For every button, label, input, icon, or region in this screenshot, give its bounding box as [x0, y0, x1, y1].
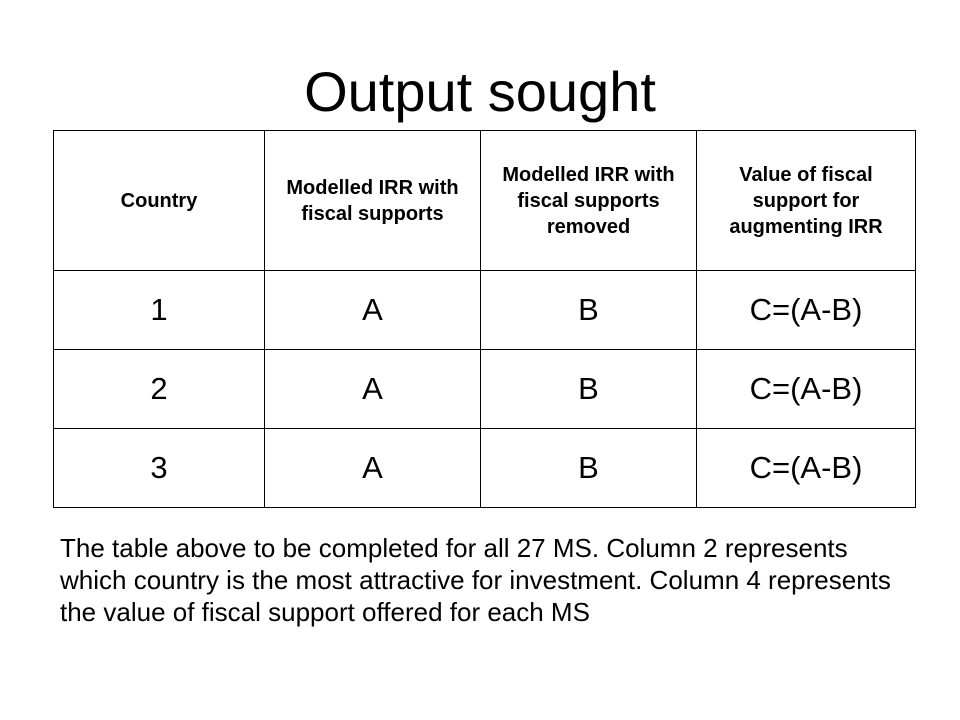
- table-row: [54, 429, 916, 508]
- cell-country: 1: [54, 271, 265, 350]
- cell-fiscal-support-value: C=(A-B): [697, 429, 916, 508]
- output-table: [53, 130, 916, 508]
- cell-irr-with-supports: A: [265, 429, 481, 508]
- cell-irr-with-supports: A: [265, 271, 481, 350]
- cell-irr-supports-removed: B: [481, 350, 697, 429]
- header-country: Country: [54, 131, 265, 271]
- header-irr-supports-removed: Modelled IRR with fiscal supports removed: [481, 131, 697, 271]
- cell-fiscal-support-value: C=(A-B): [697, 350, 916, 429]
- cell-country: 3: [54, 429, 265, 508]
- cell-irr-with-supports: A: [265, 350, 481, 429]
- cell-country: 2: [54, 350, 265, 429]
- cell-irr-supports-removed: B: [481, 429, 697, 508]
- cell-irr-supports-removed: B: [481, 271, 697, 350]
- footnote-text: The table above to be completed for all 27 MS. Column 2 represents which country is the most attractive for investment. Column 4 represents the value of fiscal support offered for each MS: [60, 533, 891, 627]
- slide-title: Output sought: [304, 60, 656, 123]
- header-irr-with-supports: Modelled IRR with fiscal supports: [265, 131, 481, 271]
- cell-fiscal-support-value: C=(A-B): [697, 271, 916, 350]
- header-fiscal-support-value: Value of fiscal support for augmenting IRR: [697, 131, 916, 271]
- table-row: [54, 271, 916, 350]
- table-row: [54, 350, 916, 429]
- table-header-row: [54, 131, 916, 271]
